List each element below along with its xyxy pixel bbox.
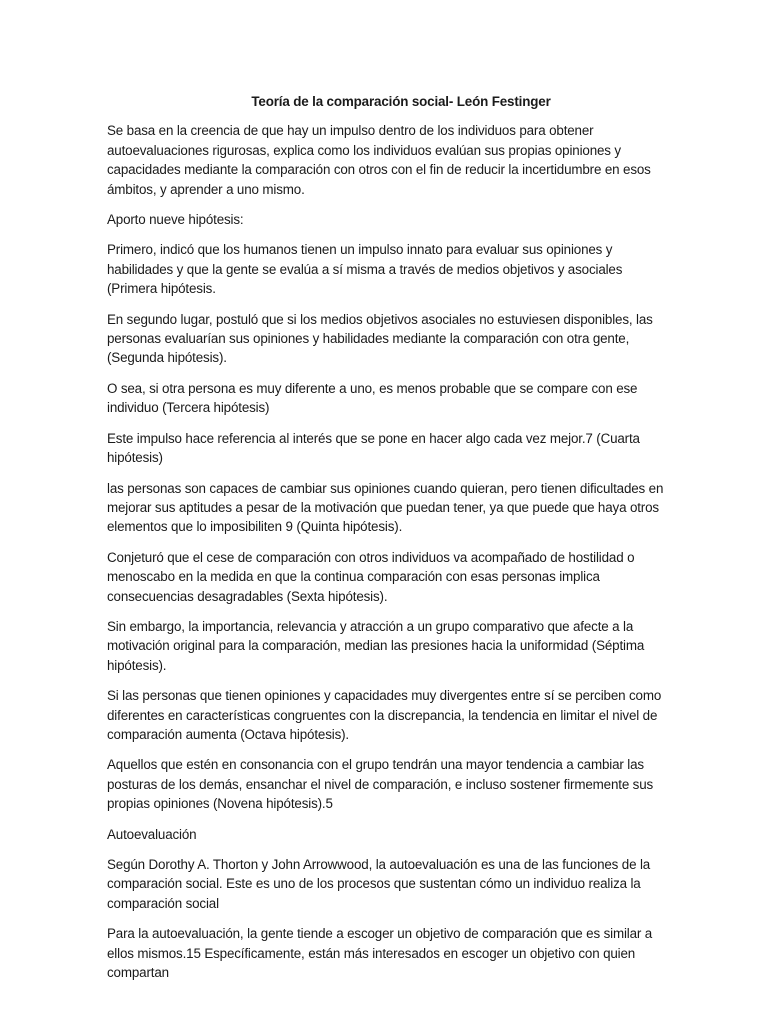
paragraph-hypothesis-8: Si las personas que tienen opiniones y capacidades muy divergentes entre sí se perciben como diferentes en características congruentes con la discrepancia, la tendencia en limitar el nivel de comparación aumenta (Octava hipótesis). [107, 688, 662, 742]
document-body [107, 92, 667, 993]
document-title: Teoría de la comparación social- León Festinger [251, 94, 551, 109]
paragraph-hypothesis-5: las personas son capaces de cambiar sus opiniones cuando quieran, pero tienen dificultades en mejorar sus aptitudes a pesar de la motivación que puedan tener, ya que puede que haya otros elementos que lo imposibiliten 9 (Quinta hipótesis). [107, 480, 664, 535]
paragraph-hypothesis-4: Este impulso hace referencia al interés que se pone en hacer algo cada vez mejor.7 (Cuarta hipótesis) [107, 430, 640, 466]
paragraph-hypothesis-2: En segundo lugar, postuló que si los medios objetivos asociales no estuviesen disponibles, las personas evaluarían sus opiniones y habilidades mediante la comparación con otra gente, (Segunda hipótesis). [107, 311, 653, 366]
paragraph-hypothesis-6: Conjeturó que el cese de comparación con otros individuos va acompañado de hostilidad o menoscabo en la medida en que la continua comparación con esas personas implica consecuencias desagradables (Sexta hipótesis). [107, 549, 635, 604]
paragraph-thorton-arrowwood: Según Dorothy A. Thorton y John Arrowwood, la autoevaluación es una de las funciones de la comparación social. Este es uno de los procesos que sustentan cómo un individuo realiza la comparación social [107, 857, 651, 911]
paragraph-hypothesis-3: O sea, si otra persona es muy diferente a uno, es menos probable que se compare con ese individuo (Tercera hipótesis) [107, 380, 638, 416]
paragraph-hypothesis-7: Sin embargo, la importancia, relevancia y atracción a un grupo comparativo que afecte a la motivación original para la comparación, median las presiones hacia la uniformidad (Séptima hipótesis). [107, 618, 645, 673]
paragraph-hypothesis-1: Primero, indicó que los humanos tienen un impulso innato para evaluar sus opiniones y habilidades y que la gente se evalúa a sí misma a través de medios objetivos y asociales (Primera hipótesis. [107, 242, 623, 297]
paragraph-self-evaluation-target: Para la autoevaluación, la gente tiende a escoger un objetivo de comparación que es similar a ellos mismos.15 Específicamente, están más interesados en escoger un objetivo con quien compartan [107, 926, 653, 981]
paragraph-hypothesis-9: Aquellos que estén en consonancia con el grupo tendrán una mayor tendencia a cambiar las posturas de los demás, ensanchar el nivel de comparación, e incluso sostener firmemente sus propias opiniones (Novena hipótesis).5 [107, 757, 654, 812]
section-heading-autoevaluacion: Autoevaluación [107, 826, 197, 842]
paragraph-definition: Se basa en la creencia de que hay un impulso dentro de los individuos para obtener autoevaluaciones rigurosas, explica como los individuos evalúan sus propias opiniones y capacidades mediante la comparación con otros con el fin de reducir la incertidumbre en esos ámbitos, y aprender a uno mismo. [107, 123, 651, 197]
paragraph-hypotheses-intro: Aporto nueve hipótesis: [107, 212, 244, 228]
